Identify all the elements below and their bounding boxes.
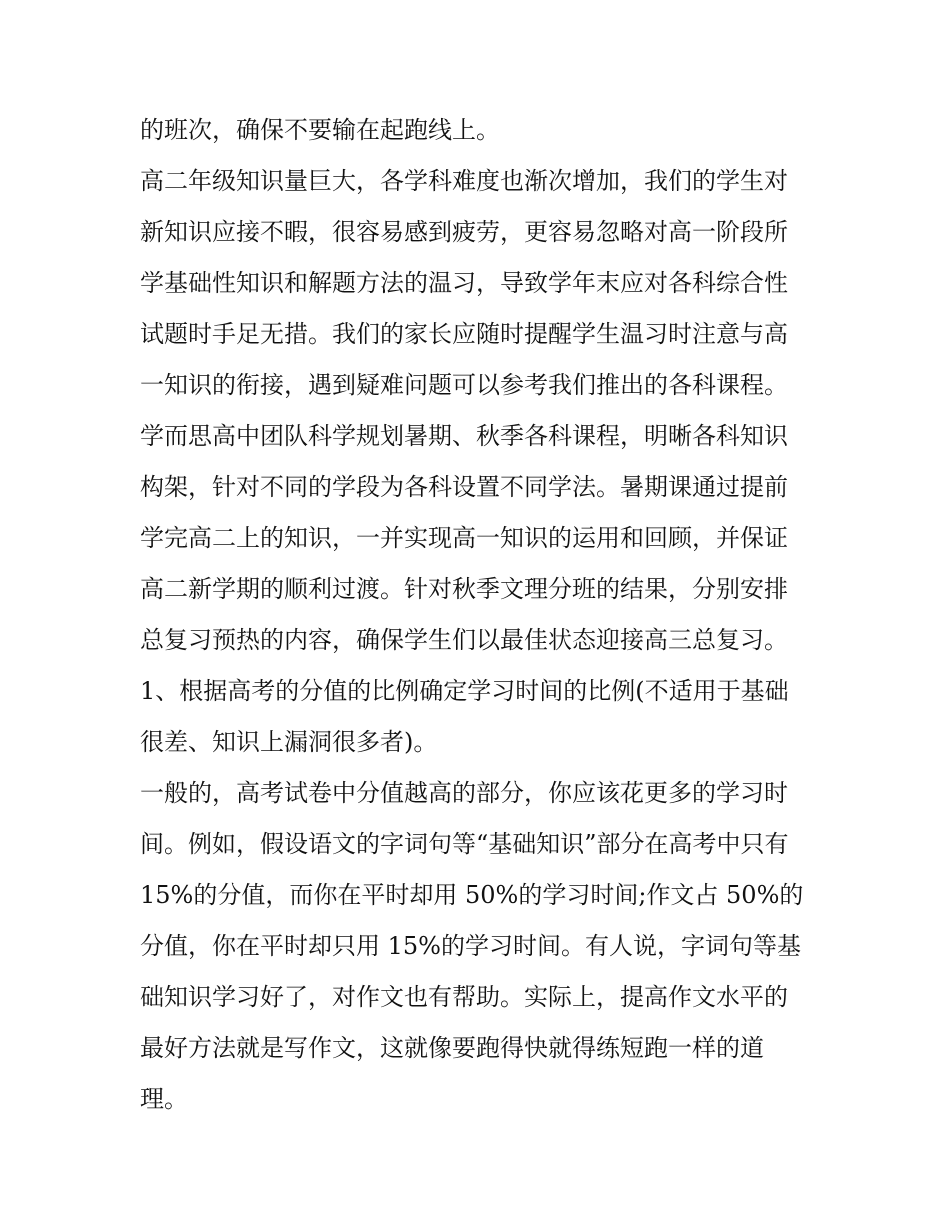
text-line: 学而思高中团队科学规划暑期、秋季各科课程，明晰各科知识 [140, 422, 788, 450]
text-line: 新知识应接不暇，很容易感到疲劳，更容易忽略对高一阶段所 [140, 218, 788, 246]
text-line: 很差、知识上漏洞很多者)。 [140, 728, 438, 756]
text-line: 理。 [140, 1085, 188, 1113]
text-line: 最好方法就是写作文，这就像要跑得快就得练短跑一样的道 [140, 1034, 764, 1062]
text-line: 的班次，确保不要输在起跑线上。 [140, 116, 500, 144]
document-body [140, 105, 820, 1125]
text-line: 构架，针对不同的学段为各科设置不同学法。暑期课通过提前 [140, 473, 788, 501]
text-line: 分值，你在平时却只用 15%的学习时间。有人说，字词句等基 [140, 932, 801, 960]
text-line: 础知识学习好了，对作文也有帮助。实际上，提高作文水平的 [140, 983, 788, 1011]
text-line: 15%的分值，而你在平时却用 50%的学习时间;作文占 50%的 [140, 881, 804, 909]
text-line: 一知识的衔接，遇到疑难问题可以参考我们推出的各科课程。 [140, 371, 788, 399]
text-line: 1、根据高考的分值的比例确定学习时间的比例(不适用于基础 [140, 677, 789, 705]
text-line: 试题时手足无措。我们的家长应随时提醒学生温习时注意与高 [140, 320, 788, 348]
text-line: 学完高二上的知识，一并实现高一知识的运用和回顾，并保证 [140, 524, 788, 552]
text-line: 总复习预热的内容，确保学生们以最佳状态迎接高三总复习。 [140, 626, 788, 654]
text-line: 间。例如，假设语文的字词句等“基础知识”部分在高考中只有 [140, 830, 789, 858]
text-line: 学基础性知识和解题方法的温习，导致学年末应对各科综合性 [140, 269, 788, 297]
text-line: 一般的，高考试卷中分值越高的部分，你应该花更多的学习时 [140, 779, 788, 807]
text-line: 高二年级知识量巨大，各学科难度也渐次增加，我们的学生对 [140, 167, 788, 195]
text-line: 高二新学期的顺利过渡。针对秋季文理分班的结果，分别安排 [140, 575, 788, 603]
